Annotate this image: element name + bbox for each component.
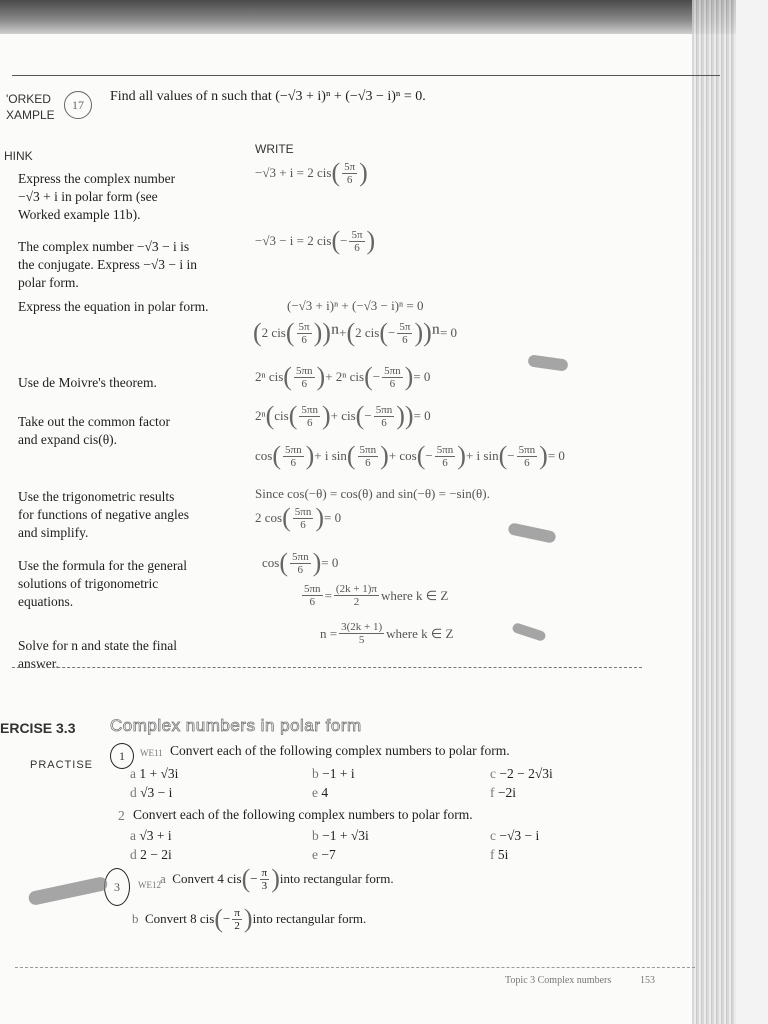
step-text: and simplify. bbox=[18, 525, 89, 540]
step-text: polar form. bbox=[18, 275, 79, 290]
fraction bbox=[334, 583, 379, 608]
parenthesis: ) bbox=[321, 401, 331, 430]
part-value: −2 − 2√3i bbox=[499, 766, 553, 781]
math-line bbox=[255, 505, 341, 531]
math-text: = 0 bbox=[547, 448, 565, 463]
math-line bbox=[300, 583, 448, 608]
denominator: 6 bbox=[389, 377, 396, 390]
section-rule bbox=[12, 667, 642, 668]
ink-smudge bbox=[27, 876, 108, 906]
math-line bbox=[255, 228, 375, 254]
exercise-part bbox=[312, 765, 355, 783]
numerator: 5πn bbox=[294, 505, 312, 518]
parenthesis: ) bbox=[313, 318, 323, 347]
parenthesis: )ⁿ bbox=[423, 318, 440, 347]
numerator: 5πn bbox=[295, 364, 313, 377]
ink-smudge bbox=[527, 354, 568, 371]
q2-number: 2 bbox=[118, 808, 125, 823]
parenthesis: ( bbox=[285, 318, 295, 347]
q1-number-circled: 1 bbox=[110, 743, 134, 769]
step-text: Use the trigonometric results bbox=[18, 489, 175, 504]
exercise-part bbox=[130, 765, 178, 783]
denominator: 5 bbox=[358, 634, 365, 646]
part-letter: e bbox=[312, 847, 322, 862]
numerator: 5πn bbox=[375, 403, 393, 416]
numerator: 5πn bbox=[301, 403, 318, 416]
math-text: + cos bbox=[388, 448, 417, 463]
worked-label-1: 'ORKED bbox=[6, 92, 51, 106]
math-text: n = bbox=[320, 625, 338, 641]
numerator: 5π bbox=[344, 160, 356, 173]
parenthesis: ) bbox=[366, 226, 376, 255]
denominator: 6 bbox=[306, 416, 313, 429]
part-value: −1 + i bbox=[322, 766, 355, 781]
parenthesis: ) bbox=[539, 441, 548, 470]
math-text: = bbox=[324, 587, 332, 603]
denominator: 6 bbox=[442, 456, 448, 469]
numerator: 5πn bbox=[384, 364, 401, 377]
fraction bbox=[290, 551, 311, 576]
part-letter: b bbox=[312, 766, 323, 781]
numerator: 5πn bbox=[292, 550, 309, 563]
step-text: Solve for n and state the final bbox=[18, 638, 177, 653]
math-text: 2 cis bbox=[355, 325, 380, 340]
fraction bbox=[435, 444, 456, 469]
parenthesis: ( bbox=[288, 401, 298, 430]
part-value: −√3 − i bbox=[499, 828, 540, 843]
part-value: 2 − 2i bbox=[140, 847, 172, 862]
footer-rule bbox=[15, 967, 695, 968]
numerator: π bbox=[234, 906, 240, 919]
exercise-part bbox=[312, 827, 369, 845]
part-value: 4 bbox=[321, 785, 329, 800]
math-text: where k ∈ Z bbox=[381, 587, 449, 603]
math-text: cos bbox=[262, 555, 280, 570]
math-text: + i sin bbox=[314, 448, 347, 463]
denominator: 6 bbox=[309, 596, 316, 608]
parenthesis: ) bbox=[457, 441, 466, 470]
denominator: 6 bbox=[297, 563, 304, 576]
step-text: Take out the common factor bbox=[18, 414, 171, 429]
parenthesis: ( bbox=[241, 864, 251, 893]
parenthesis: ( bbox=[282, 503, 291, 532]
q1-text: Convert each of the following complex numbers to polar form. bbox=[170, 743, 510, 758]
part-letter: f bbox=[490, 847, 498, 862]
step-text: The complex number −√3 − i is bbox=[18, 239, 190, 254]
fraction bbox=[339, 621, 384, 646]
exercise-part bbox=[130, 846, 172, 864]
parenthesis: ) bbox=[312, 548, 322, 577]
parenthesis: ( bbox=[346, 318, 356, 347]
math-line bbox=[287, 298, 424, 314]
math-text: − bbox=[223, 911, 231, 926]
practise-label: PRACTISE bbox=[30, 759, 94, 771]
part-value: −2i bbox=[497, 785, 516, 800]
exercise-part bbox=[490, 784, 516, 802]
exercise-part bbox=[490, 765, 553, 783]
page-number: 153 bbox=[640, 975, 655, 986]
fraction bbox=[358, 444, 379, 469]
math-text: − bbox=[340, 233, 348, 248]
math-text: = 0 bbox=[321, 555, 339, 570]
math-text: + i sin bbox=[465, 448, 499, 463]
step-text: −√3 + i in polar form (see bbox=[18, 189, 158, 204]
parenthesis: ( bbox=[283, 362, 292, 391]
step-text: Worked example 11b). bbox=[18, 207, 141, 222]
part-letter: b bbox=[132, 911, 145, 926]
parenthesis: ) bbox=[414, 318, 424, 347]
math-text: Convert 4 cis bbox=[172, 871, 242, 886]
step-text: Use de Moivre's theorem. bbox=[18, 375, 157, 390]
parenthesis: ) bbox=[359, 158, 368, 187]
math-line bbox=[262, 550, 338, 576]
step-text: Express the complex number bbox=[18, 171, 176, 186]
fraction bbox=[299, 404, 320, 429]
exercise-part bbox=[490, 827, 539, 845]
denominator: 6 bbox=[346, 173, 353, 186]
fraction bbox=[283, 444, 304, 469]
math-text: − bbox=[250, 871, 258, 886]
math-text: cos bbox=[255, 448, 273, 463]
exercise-part bbox=[312, 846, 336, 864]
running-head: Topic 3 Complex numbers bbox=[505, 975, 612, 986]
parenthesis: ( bbox=[364, 362, 373, 391]
parenthesis: ) bbox=[380, 441, 389, 470]
math-text: into rectangular form. bbox=[252, 911, 367, 926]
q3-part-b bbox=[132, 906, 366, 932]
example-question: Find all values of n such that (−√3 + i)ⁿ + (−√3 − i)ⁿ = 0. bbox=[110, 89, 426, 104]
denominator: 6 bbox=[300, 518, 306, 531]
math-text: Convert 8 cis bbox=[145, 911, 215, 926]
math-text: + 2ⁿ cis bbox=[325, 369, 365, 384]
part-value: 1 + √3i bbox=[139, 766, 179, 781]
step-text: and expand cis(θ). bbox=[18, 432, 118, 447]
denominator: 6 bbox=[524, 456, 530, 469]
numerator: 5πn bbox=[304, 583, 321, 595]
denominator: 6 bbox=[402, 333, 408, 346]
exercise-subtitle: Complex numbers in polar form bbox=[110, 716, 362, 735]
part-letter: d bbox=[130, 785, 141, 800]
scan-top-shadow bbox=[0, 0, 768, 34]
denominator: 6 bbox=[301, 377, 307, 390]
parenthesis: )ⁿ bbox=[322, 318, 340, 347]
part-letter: c bbox=[490, 828, 500, 843]
math-text: cis bbox=[274, 408, 289, 423]
math-line bbox=[255, 486, 490, 502]
fraction bbox=[382, 365, 403, 390]
part-letter: a bbox=[130, 766, 140, 781]
page-edge bbox=[736, 0, 768, 1024]
parenthesis: ) bbox=[316, 362, 326, 391]
math-line bbox=[255, 443, 565, 469]
math-text: − bbox=[388, 325, 396, 340]
math-text: 2ⁿ cis bbox=[255, 369, 284, 384]
math-text: −√3 − i = 2 cis bbox=[255, 233, 332, 248]
math-line bbox=[320, 621, 453, 646]
part-value: √3 + i bbox=[139, 828, 172, 843]
math-text: where k ∈ Z bbox=[386, 625, 454, 641]
math-text: = 0 bbox=[413, 408, 431, 423]
q3-part-a bbox=[160, 866, 394, 892]
fraction bbox=[397, 321, 412, 346]
math-text: Since cos(−θ) = cos(θ) and sin(−θ) = −sin(θ). bbox=[255, 486, 490, 501]
math-text: − bbox=[507, 448, 515, 463]
parenthesis: ( bbox=[416, 441, 426, 470]
part-letter: b bbox=[312, 828, 323, 843]
example-number-badge: 17 bbox=[64, 91, 92, 119]
part-letter: e bbox=[312, 785, 322, 800]
step-text: solutions of trigonometric bbox=[18, 576, 159, 591]
parenthesis: ) bbox=[404, 401, 414, 430]
book-spine-shadow bbox=[692, 0, 736, 1024]
math-text: (−√3 + i)ⁿ + (−√3 − i)ⁿ = 0 bbox=[287, 298, 424, 313]
part-letter: f bbox=[490, 785, 498, 800]
math-text: = 0 bbox=[324, 510, 342, 525]
parenthesis: ( bbox=[331, 226, 341, 255]
fraction bbox=[294, 365, 315, 390]
q2-text: Convert each of the following complex numbers to polar form. bbox=[133, 807, 473, 822]
parenthesis: ) bbox=[243, 904, 253, 933]
parenthesis: ( bbox=[279, 548, 289, 577]
math-text: = 0 bbox=[439, 325, 458, 340]
math-text: 2ⁿ bbox=[255, 408, 266, 423]
math-text: −√3 + i = 2 cis bbox=[255, 165, 332, 180]
parenthesis: ) bbox=[305, 441, 315, 470]
parenthesis: ( bbox=[331, 158, 341, 187]
math-line bbox=[255, 403, 431, 429]
numerator: 5π bbox=[399, 320, 411, 333]
parenthesis: ) bbox=[315, 503, 324, 532]
exercise-title: ERCISE 3.3 bbox=[0, 720, 76, 736]
fraction bbox=[349, 229, 364, 254]
numerator: π bbox=[261, 866, 268, 879]
fraction bbox=[517, 444, 538, 469]
numerator: 3(2k + 1) bbox=[341, 621, 383, 633]
math-text: 2 cis bbox=[261, 325, 286, 340]
denominator: 6 bbox=[290, 456, 297, 469]
denominator: 6 bbox=[365, 456, 371, 469]
math-text: into rectangular form. bbox=[279, 871, 394, 886]
math-text: − bbox=[372, 369, 381, 384]
top-rule bbox=[12, 75, 720, 76]
math-line bbox=[255, 364, 430, 390]
numerator: 5π bbox=[351, 228, 363, 241]
fraction bbox=[293, 506, 314, 531]
think-header: HINK bbox=[4, 149, 33, 163]
denominator: 3 bbox=[261, 879, 268, 892]
math-text: = 0 bbox=[413, 369, 431, 384]
step-text: answer. bbox=[18, 656, 59, 671]
math-text: 2 cos bbox=[255, 510, 283, 525]
fraction bbox=[232, 907, 242, 932]
denominator: 2 bbox=[353, 596, 360, 608]
ink-smudge bbox=[507, 522, 556, 544]
exercise-part bbox=[130, 827, 172, 845]
q3-tag: WE12 bbox=[138, 880, 161, 890]
fraction bbox=[297, 321, 312, 346]
math-text: − bbox=[425, 448, 433, 463]
fraction bbox=[260, 867, 270, 892]
ink-smudge bbox=[511, 622, 546, 642]
denominator: 2 bbox=[234, 919, 240, 932]
part-letter: d bbox=[130, 847, 141, 862]
part-value: 5i bbox=[497, 847, 509, 862]
part-letter: a bbox=[160, 871, 173, 886]
step-text: for functions of negative angles bbox=[18, 507, 189, 522]
numerator: 5πn bbox=[359, 443, 377, 456]
parenthesis: ( bbox=[346, 441, 356, 470]
parenthesis: ( bbox=[272, 441, 282, 470]
step-text: Express the equation in polar form. bbox=[18, 299, 209, 314]
exercise-part bbox=[490, 846, 508, 864]
q1-tag: WE11 bbox=[140, 748, 163, 758]
fraction bbox=[342, 161, 357, 186]
exercise-part bbox=[130, 784, 172, 802]
numerator: 5πn bbox=[285, 443, 302, 456]
part-letter: a bbox=[130, 828, 140, 843]
denominator: 6 bbox=[354, 241, 360, 254]
math-line bbox=[255, 160, 368, 186]
q3-number-circled: 3 bbox=[104, 868, 130, 906]
parenthesis: ) bbox=[271, 864, 280, 893]
denominator: 6 bbox=[381, 416, 387, 429]
math-line bbox=[253, 320, 457, 346]
part-value: √3 − i bbox=[140, 785, 173, 800]
step-text: the conjugate. Express −√3 − i in bbox=[18, 257, 197, 272]
parenthesis: ( bbox=[498, 441, 508, 470]
math-text: − bbox=[364, 408, 372, 423]
numerator: 5πn bbox=[518, 443, 536, 456]
math-text: + cis bbox=[330, 408, 356, 423]
write-header: WRITE bbox=[255, 142, 294, 156]
parenthesis: ( bbox=[355, 401, 365, 430]
exercise-part bbox=[312, 784, 328, 802]
step-text: equations. bbox=[18, 594, 74, 609]
numerator: (2k + 1)π bbox=[335, 583, 377, 595]
parenthesis: ( bbox=[214, 904, 223, 933]
numerator: 5π bbox=[298, 320, 310, 333]
step-text: Use the formula for the general bbox=[18, 558, 188, 573]
fraction bbox=[302, 583, 323, 608]
denominator: 6 bbox=[301, 333, 307, 346]
part-value: −1 + √3i bbox=[322, 828, 369, 843]
part-letter: c bbox=[490, 766, 500, 781]
parenthesis: ( bbox=[253, 318, 262, 347]
part-value: −7 bbox=[321, 847, 336, 862]
parenthesis: ) bbox=[396, 401, 405, 430]
fraction bbox=[374, 404, 395, 429]
math-text: + bbox=[339, 325, 347, 340]
numerator: 5πn bbox=[436, 443, 454, 456]
parenthesis: ) bbox=[404, 362, 414, 391]
worked-label-2: XAMPLE bbox=[6, 108, 55, 122]
parenthesis: ( bbox=[379, 318, 389, 347]
parenthesis: ( bbox=[265, 401, 275, 430]
